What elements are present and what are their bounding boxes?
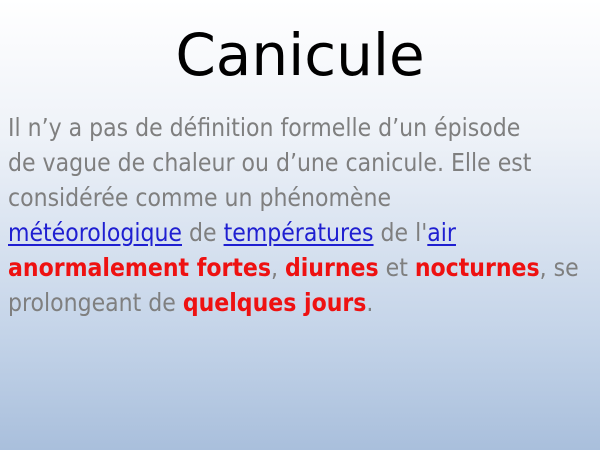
body-line-6 bbox=[8, 285, 596, 320]
body-line-5 bbox=[8, 250, 596, 285]
slide-body bbox=[8, 110, 596, 320]
link-meteorologique[interactable]: météorologique bbox=[8, 218, 182, 247]
body-line-3: considérée comme un phénomène bbox=[8, 183, 392, 212]
body-line-1: Il n’y a pas de définition formelle d’un épisode bbox=[8, 113, 521, 142]
text-comma: , bbox=[270, 253, 285, 282]
text-de-l: de l' bbox=[373, 218, 428, 247]
highlight-anormalement-fortes: anormalement fortes bbox=[8, 253, 271, 282]
text-prolongeant: prolongeant de bbox=[8, 288, 183, 317]
highlight-diurnes: diurnes bbox=[284, 253, 379, 282]
link-temperatures[interactable]: températures bbox=[223, 218, 374, 247]
slide-title: Canicule bbox=[175, 21, 425, 89]
text-period: . bbox=[366, 288, 374, 317]
text-et: et bbox=[378, 253, 415, 282]
body-line-2: de vague de chaleur ou d’une canicule. Elle est bbox=[8, 148, 532, 177]
highlight-quelques-jours: quelques jours bbox=[182, 288, 367, 317]
link-air[interactable]: air bbox=[427, 218, 456, 247]
text-se: , se bbox=[539, 253, 579, 282]
body-line-4 bbox=[8, 215, 596, 250]
text-de: de bbox=[182, 218, 224, 247]
highlight-nocturnes: nocturnes bbox=[414, 253, 540, 282]
